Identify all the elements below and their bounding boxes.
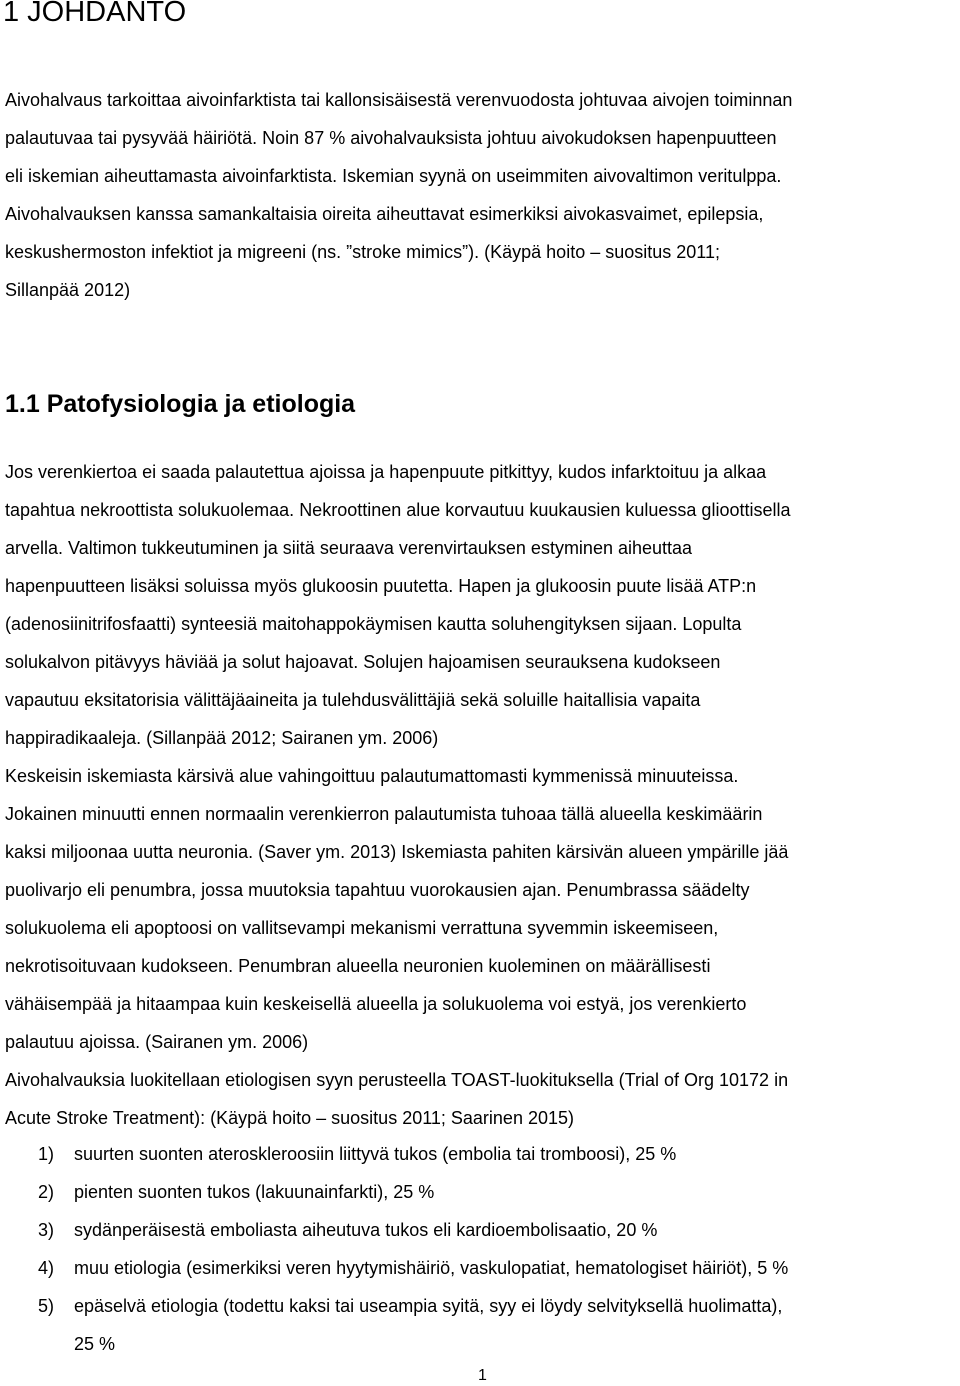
list-item-number: 4) xyxy=(38,1258,55,1278)
text-line: Aivohalvauksen kanssa samankaltaisia oireita aiheuttavat esimerkiksi aivokasvaimet, epilepsia, xyxy=(5,204,764,224)
text-line: arvella. Valtimon tukkeutuminen ja siitä seuraava verenvirtauksen estyminen aiheuttaa xyxy=(5,538,693,558)
chapter-heading: 1 JOHDANTO xyxy=(3,0,187,28)
text-line: nekrotisoituvaan kudokseen. Penumbran alueella neuronien kuoleminen on määrällisesti xyxy=(5,956,711,976)
list-item-number: 3) xyxy=(38,1220,55,1240)
text-line: palautuvaa tai pysyvää häiriötä. Noin 87 % aivohalvauksista johtuu aivokudoksen hapenpuutteen xyxy=(5,128,777,148)
text-line: eli iskemian aiheuttamasta aivoinfarktista. Iskemian syynä on useimmiten aivovaltimon veritulppa. xyxy=(5,166,782,186)
list-item-number: 2) xyxy=(38,1182,55,1202)
text-line: tapahtua nekroottista solukuolemaa. Nekroottinen alue korvautuu kuukausien kuluessa glioottisella xyxy=(5,500,791,520)
text-line: solukalvon pitävyys häviää ja solut hajoavat. Solujen hajoamisen seurauksena kudokseen xyxy=(5,652,721,672)
text-line: Aivohalvauksia luokitellaan etiologisen syyn perusteella TOAST-luokituksella (Trial of Org 10172 in xyxy=(5,1070,789,1090)
section-heading: 1.1 Patofysiologia ja etiologia xyxy=(5,390,356,418)
list-item-text: sydänperäisestä emboliasta aiheutuva tukos eli kardioembolisaatio, 20 % xyxy=(74,1220,658,1240)
list-item-text: 25 % xyxy=(74,1334,116,1354)
text-line: palautuu ajoissa. (Sairanen ym. 2006) xyxy=(5,1032,309,1052)
text-line: solukuolema eli apoptoosi on vallitsevampi mekanismi verrattuna syvemmin iskeemiseen, xyxy=(5,918,719,938)
text-line: Aivohalvaus tarkoittaa aivoinfarktista tai kallonsisäisestä verenvuodosta johtuvaa aivojen toiminnan xyxy=(5,90,793,110)
text-line: hapenpuutteen lisäksi soluissa myös glukoosin puutetta. Hapen ja glukoosin puute lisää ATP:n xyxy=(5,576,757,596)
list-item-text: pienten suonten tukos (lakuunainfarkti), 25 % xyxy=(74,1182,435,1202)
text-line: Acute Stroke Treatment): (Käypä hoito – suositus 2011; Saarinen 2015) xyxy=(5,1108,574,1128)
list-item-text: muu etiologia (esimerkiksi veren hyytymishäiriö, vaskulopatiat, hematologiset häiriöt), 5 % xyxy=(74,1258,789,1278)
text-line: kaksi miljoonaa uutta neuronia. (Saver ym. 2013) Iskemiasta pahiten kärsivän alueen ympärille jää xyxy=(5,842,789,862)
list-item-text: suurten suonten ateroskleroosiin liittyvä tukos (embolia tai tromboosi), 25 % xyxy=(74,1144,677,1164)
body-paragraph xyxy=(5,453,791,1137)
text-line: Sillanpää 2012) xyxy=(5,280,131,300)
page-number: 1 xyxy=(478,1367,487,1384)
list-item-number: 5) xyxy=(38,1296,55,1316)
text-line: (adenosiinitrifosfaatti) synteesiä maitohappokäymisen kautta soluhengityksen sijaan. Lopulta xyxy=(5,614,742,634)
text-line: puolivarjo eli penumbra, jossa muutoksia tapahtuu vuorokausien ajan. Penumbrassa säädelty xyxy=(5,880,750,900)
list-item-number: 1) xyxy=(38,1144,55,1164)
text-line: keskushermoston infektiot ja migreeni (ns. ”stroke mimics”). (Käypä hoito – suositus 2011; xyxy=(5,242,720,262)
text-line: Keskeisin iskemiasta kärsivä alue vahingoittuu palautumattomasti kymmenissä minuuteissa. xyxy=(5,766,739,786)
text-line: vähäisempää ja hitaampaa kuin keskeisellä alueella ja solukuolema voi estyä, jos verenkierto xyxy=(5,994,747,1014)
text-line: happiradikaaleja. (Sillanpää 2012; Sairanen ym. 2006) xyxy=(5,728,439,748)
intro-paragraph xyxy=(5,81,792,309)
list-item-text: epäselvä etiologia (todettu kaksi tai useampia syitä, syy ei löydy selvityksellä huolimatta), xyxy=(74,1296,783,1316)
text-line: Jokainen minuutti ennen normaalin verenkierron palautumista tuhoaa tällä alueella keskimäärin xyxy=(5,804,763,824)
text-line: vapautuu eksitatorisia välittäjäaineita ja tulehdusvälittäjiä sekä soluille haitallisia vapaita xyxy=(5,690,701,710)
text-line: Jos verenkiertoa ei saada palautettua ajoissa ja hapenpuute pitkittyy, kudos infarktoituu ja alkaa xyxy=(5,462,767,482)
